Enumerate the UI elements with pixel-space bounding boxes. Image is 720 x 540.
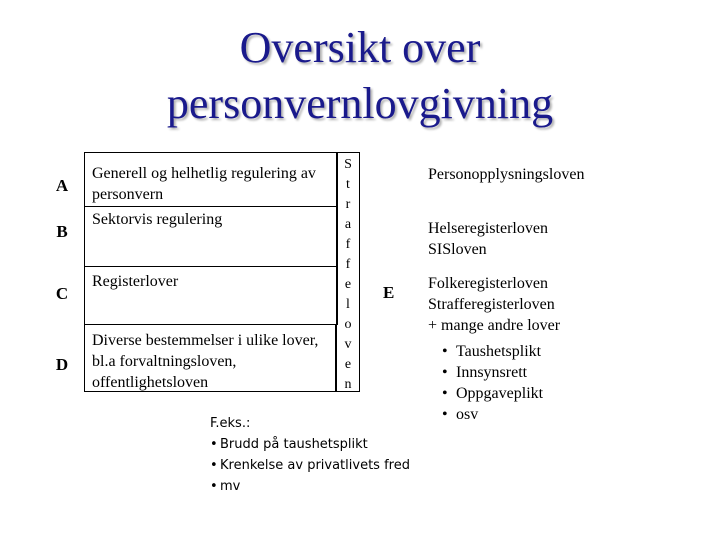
- row-letter-b: B: [56, 222, 68, 241]
- law-bullet: • osv: [442, 404, 543, 425]
- example-note: [210, 413, 410, 497]
- law-bullet: • Taushetsplikt: [442, 341, 543, 362]
- vertical-letter: n: [344, 377, 352, 392]
- vertical-letter: f: [345, 257, 351, 272]
- page-title-line1: Oversikt over: [239, 23, 481, 72]
- row-letter-d: D: [55, 355, 69, 374]
- row-text-b: Sektorvis regulering: [92, 211, 223, 228]
- row-letter-c: C: [55, 284, 69, 303]
- row-text-c: Registerlover: [92, 273, 179, 290]
- vertical-letter: e: [344, 357, 352, 372]
- law-bullet: • Oppgaveplikt: [442, 383, 543, 404]
- vertical-letter: S: [344, 157, 352, 172]
- law-bullet: • Innsynsrett: [442, 362, 543, 383]
- vertical-letter: o: [344, 317, 352, 332]
- vertical-letter: e: [344, 277, 352, 292]
- vertical-letter: v: [344, 337, 352, 352]
- e-label: E: [383, 283, 395, 302]
- row-text-a: Generell og helhetlig regulering av personvern: [92, 165, 316, 203]
- vertical-letter: r: [345, 197, 351, 212]
- vertical-letter: a: [344, 217, 352, 232]
- law-strafferegisterloven: Strafferegisterloven: [428, 296, 555, 313]
- law-bullet-list: [442, 341, 543, 425]
- note-heading: F.eks.:: [210, 416, 251, 431]
- law-personopplysningsloven: Personopplysningsloven: [428, 166, 585, 183]
- law-andre-lover: + mange andre lover: [428, 317, 561, 334]
- vertical-letter: t: [346, 177, 350, 192]
- row-text-d: Diverse bestemmelser i ulike lover, bl.a forvaltningsloven, offentlighetsloven: [92, 332, 319, 391]
- page-title-line2: personvernlovgivning: [166, 79, 554, 128]
- note-item: • Krenkelse av privatlivets fred: [210, 455, 410, 476]
- law-helseregisterloven: Helseregisterloven: [428, 220, 548, 237]
- vertical-letter: f: [345, 237, 351, 252]
- note-item: • Brudd på taushetsplikt: [210, 434, 410, 455]
- law-folkeregisterloven: Folkeregisterloven: [428, 275, 548, 292]
- note-item: • mv: [210, 476, 410, 497]
- vertical-letter: l: [346, 297, 350, 312]
- row-letter-a: A: [55, 176, 69, 195]
- law-sisloven: SISloven: [428, 241, 487, 258]
